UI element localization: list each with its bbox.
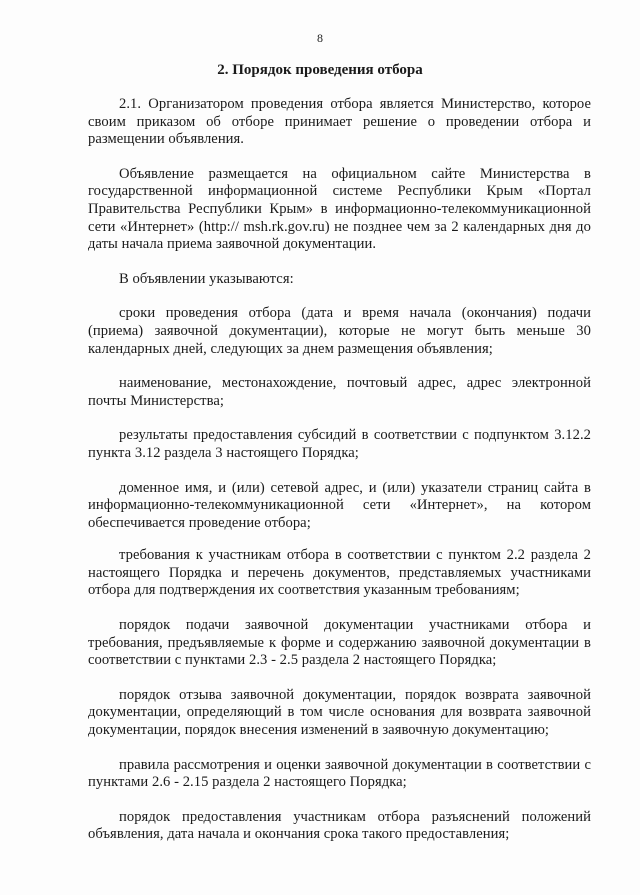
- list-item-ministry-contacts: наименование, местонахождение, почтовый адрес, адрес электронной почты Министерства;: [88, 375, 591, 409]
- list-item-deadlines: сроки проведения отбора (дата и время начала (окончания) подачи (приема) заявочной документации), которые не могут быть меньше 30 календарных дней, следующих за днем размещения объявления;: [88, 305, 591, 357]
- paragraph-announcement: Объявление размещается на официальном сайте Министерства в государственной информационной системе Республики Крым «Портал Правительства Республики Крым» в информационно-телекоммуникационной сети «Интернет» (http:// msh.rk.gov.ru) не позднее чем за 2 календарных дня до даты начала приема заявочной документации.: [88, 165, 591, 253]
- list-item-domain-name: доменное имя, и (или) сетевой адрес, и (или) указатели страниц сайта в информационно-телекоммуникационной сети «Интернет», на котором обеспечивается проведение отбора;: [88, 479, 591, 531]
- list-item-evaluation-rules: правила рассмотрения и оценки заявочной документации в соответствии с пунктами 2.6 - 2.15 раздела 2 настоящего Порядка;: [88, 756, 591, 791]
- list-item-subsidy-results: результаты предоставления субсидий в соответствии с подпунктом 3.12.2 пункта 3.12 раздела 3 настоящего Порядка;: [88, 427, 591, 461]
- list-item-participant-requirements: требования к участникам отбора в соответствии с пунктом 2.2 раздела 2 настоящего Порядка и перечень документов, представляемых участниками отбора для подтверждения их соответствия указанным требованиям;: [88, 547, 591, 599]
- paragraph-list-intro: В объявлении указываются:: [119, 270, 294, 287]
- list-item-submission-procedure: порядок подачи заявочной документации участниками отбора и требования, предъявляемые к форме и содержанию заявочной документации в соответствии с пунктами 2.3 - 2.5 раздела 2 настоящего Порядка;: [88, 617, 591, 669]
- list-item-clarifications: порядок предоставления участникам отбора разъяснений положений объявления, дата начала и окончания срока такого предоставления;: [88, 808, 591, 843]
- list-item-withdrawal-procedure: порядок отзыва заявочной документации, порядок возврата заявочной документации, определяющий в том числе основания для возврата заявочной документации, порядок внесения изменений в заявочную документацию;: [88, 686, 591, 739]
- page-number: 8: [317, 31, 323, 45]
- section-title: 2. Порядок проведения отбора: [217, 62, 423, 78]
- document-body: [88, 96, 591, 844]
- paragraph-2-1: 2.1. Организатором проведения отбора является Министерство, которое своим приказом об отборе принимает решение о проведении отбора и размещении объявления.: [88, 96, 591, 148]
